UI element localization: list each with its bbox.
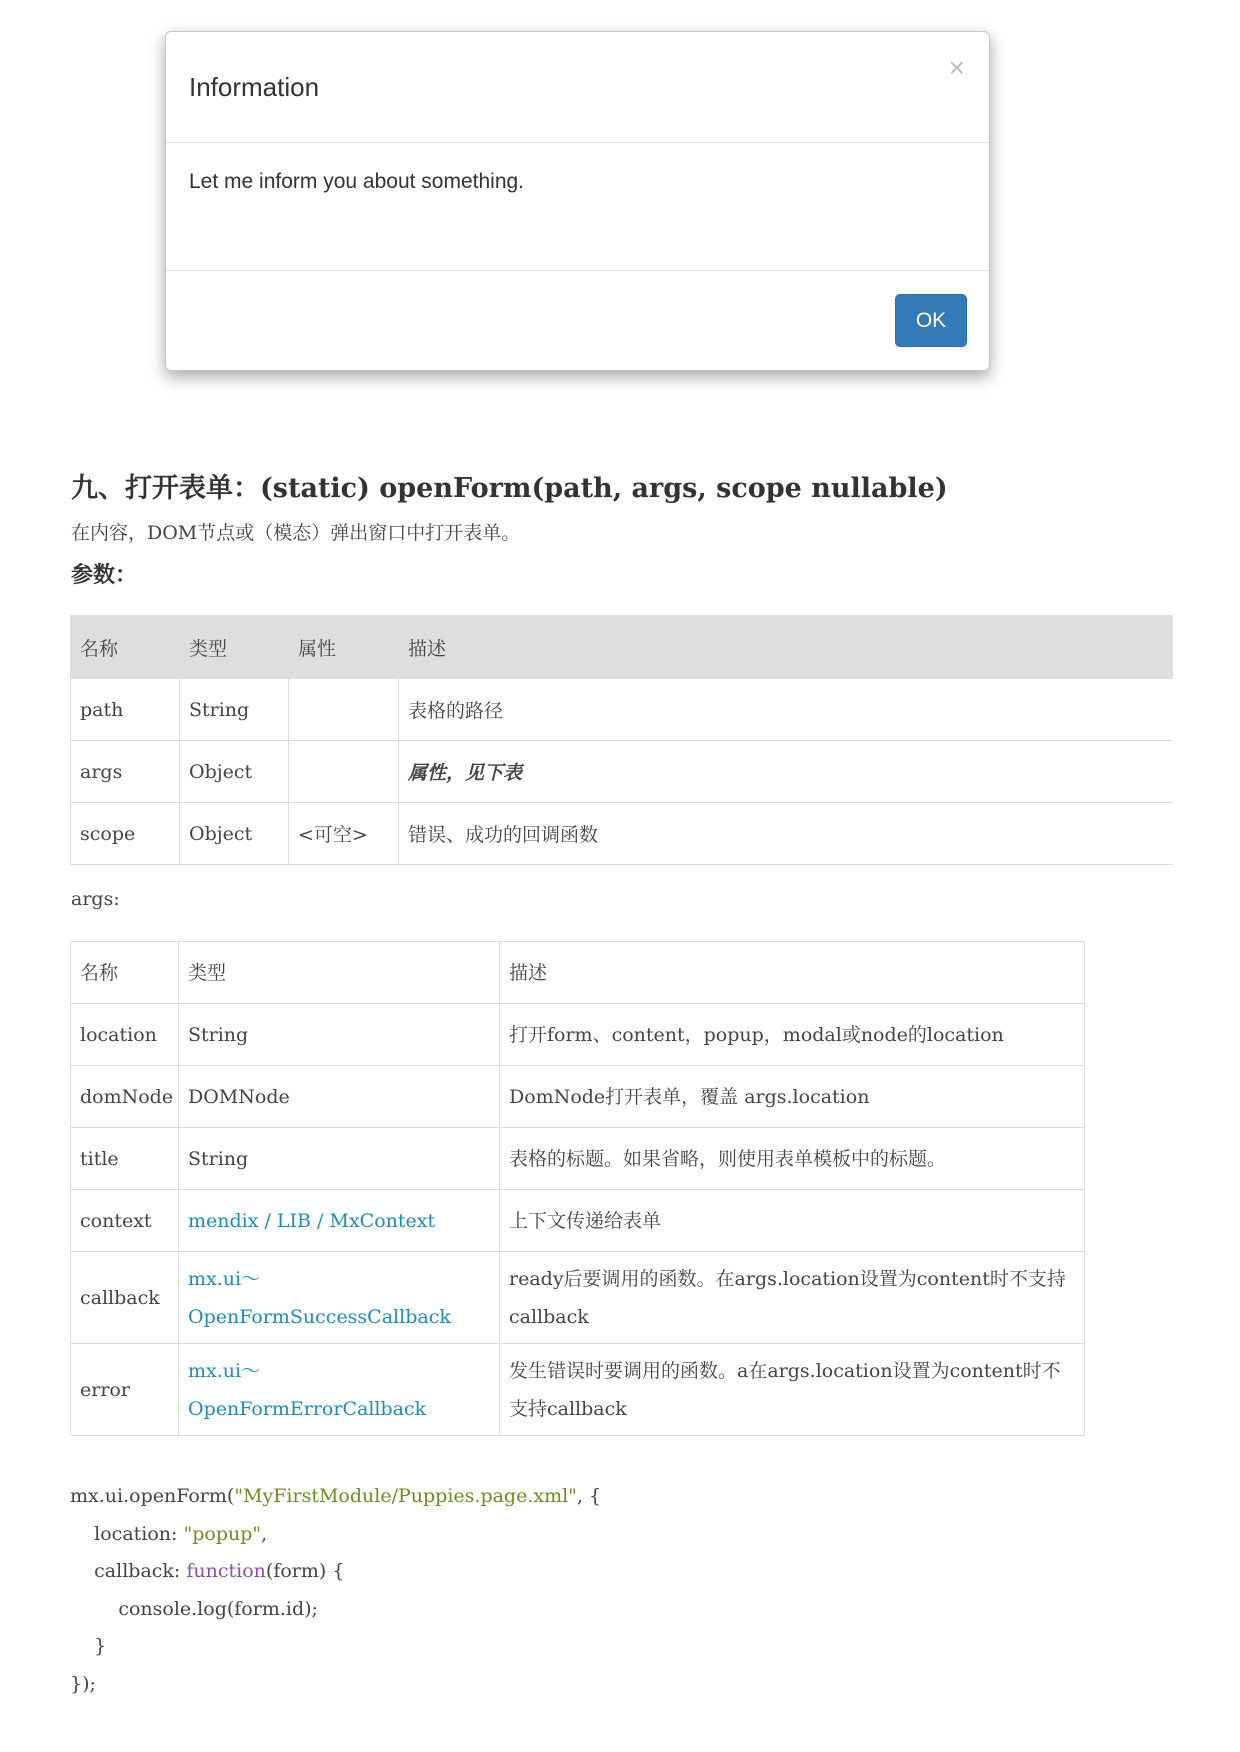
table-row [71,1128,1085,1190]
arg-name: callback [71,1252,179,1344]
table-row [71,803,1173,865]
code-string: "MyFirstModule/Puppies.page.xml" [234,1485,577,1507]
code-line [70,1478,601,1516]
section-description: 在内容，DOM节点或（模态）弹出窗口中打开表单。 [71,522,521,544]
code-text: callback: [70,1560,187,1582]
param-attribute [289,741,399,803]
code-keyword: function [186,1560,266,1582]
code-line: } [70,1635,107,1657]
header-cell: 描述 [500,942,1085,1004]
param-attribute [289,679,399,741]
header-cell: 类型 [180,616,289,679]
table-header-row [71,616,1173,679]
table-row [71,1344,1085,1436]
arg-name: domNode [71,1066,179,1128]
modal-header [166,32,989,143]
param-description: 表格的路径 [399,679,1173,741]
args-table [70,941,1085,1436]
modal-message: Let me inform you about something. [189,170,525,193]
code-text: , [261,1522,268,1545]
arg-description: DomNode打开表单，覆盖 args.location [500,1066,1085,1128]
table-row [71,1004,1085,1066]
code-line: console.log(form.id); [70,1597,318,1620]
arg-type: String [179,1128,500,1190]
param-name: args [71,741,180,803]
section-title: 九、打开表单：(static) openForm(path, args, scope nullable) [71,473,948,504]
link-text-line: mx.ui～ [188,1267,261,1290]
information-modal [165,31,990,371]
param-name: path [71,679,180,741]
arg-description: ready后要调用的函数。在args.location设置为content时不支持callback [500,1252,1085,1344]
modal-footer [166,271,989,372]
link-text-line: OpenFormSuccessCallback [188,1305,451,1328]
params-table [70,615,1173,865]
mxcontext-link[interactable]: mendix / LIB / MxContext [188,1209,436,1232]
modal-title: Information [189,72,320,102]
ok-button[interactable]: OK [895,294,967,347]
param-attribute: <可空> [289,803,399,865]
arg-type [179,1252,500,1344]
table-row [71,1066,1085,1128]
param-description: 属性，见下表 [399,741,1173,803]
code-line [70,1553,601,1591]
code-text: , { [576,1485,602,1507]
arg-name: context [71,1190,179,1252]
arg-name: title [71,1128,179,1190]
header-cell: 属性 [289,616,399,679]
header-cell: 类型 [179,942,500,1004]
param-type: Object [180,803,289,865]
arg-description: 打开form、content，popup，modal或node的location [500,1004,1085,1066]
code-text: location: [70,1522,184,1545]
success-callback-link[interactable] [188,1268,451,1328]
table-row [71,1252,1085,1344]
args-label: args: [71,888,120,910]
arg-type: String [179,1004,500,1066]
header-cell: 描述 [399,616,1173,679]
param-type: Object [180,741,289,803]
code-text: mx.ui.openForm( [70,1485,235,1507]
arg-description: 上下文传递给表单 [500,1190,1085,1252]
code-line [70,1516,601,1554]
table-row [71,741,1173,803]
header-cell: 名称 [71,942,179,1004]
param-type: String [180,679,289,741]
error-callback-link[interactable]: mx.ui～OpenFormErrorCallback [188,1359,427,1420]
code-text: (form) { [265,1560,345,1582]
code-example [70,1478,601,1703]
table-row [71,1190,1085,1252]
code-string: "popup" [183,1522,262,1545]
code-line: }); [70,1672,96,1695]
arg-type: DOMNode [179,1066,500,1128]
param-name: scope [71,803,180,865]
header-cell: 名称 [71,616,180,679]
table-row [71,679,1173,741]
arg-name: location [71,1004,179,1066]
modal-body [166,143,989,271]
table-header-row [71,942,1085,1004]
params-label: 参数： [71,562,138,588]
arg-type [179,1190,500,1252]
arg-description: 表格的标题。如果省略，则使用表单模板中的标题。 [500,1128,1085,1190]
arg-name: error [71,1344,179,1436]
arg-type [179,1344,500,1436]
close-icon[interactable]: × [948,52,965,83]
param-description: 错误、成功的回调函数 [399,803,1173,865]
arg-description: 发生错误时要调用的函数。a在args.location设置为content时不支持callback [500,1344,1085,1436]
